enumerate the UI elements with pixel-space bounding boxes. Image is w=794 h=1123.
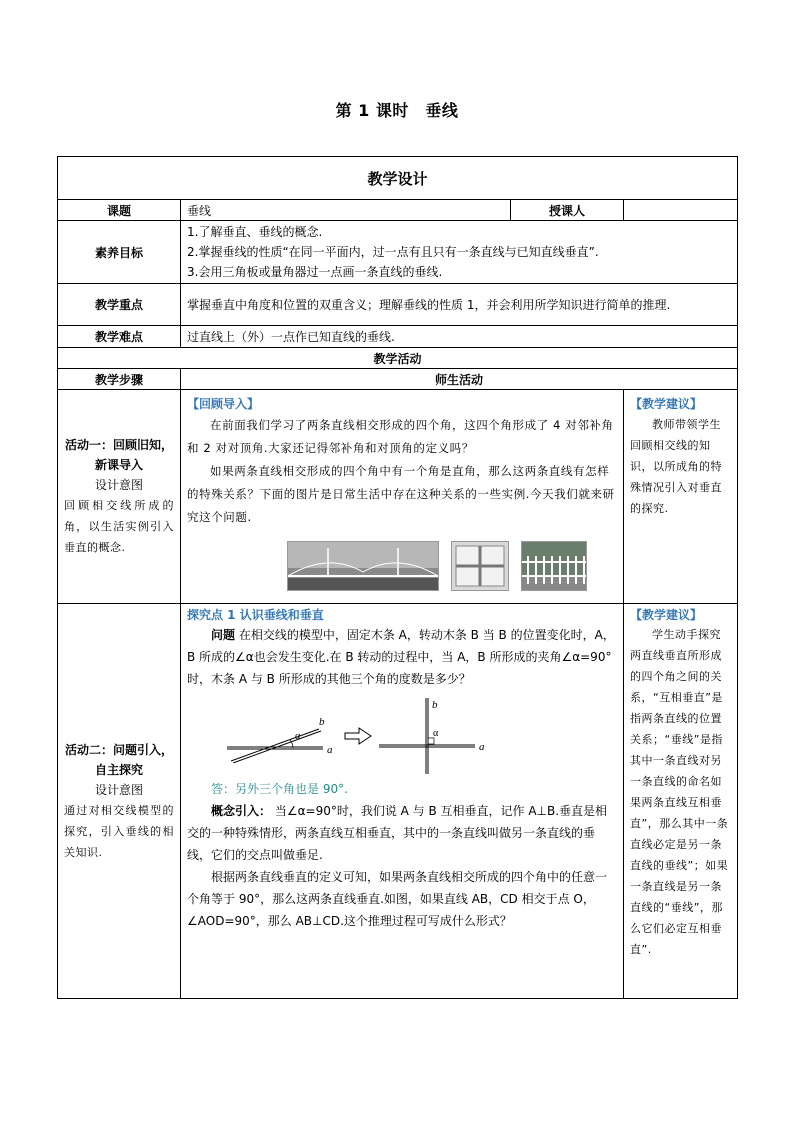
activity2-advice xyxy=(624,604,738,999)
activity2-section: 探究点 1 认识垂线和垂直 xyxy=(187,608,324,622)
concept-label: 概念引入： xyxy=(211,804,272,818)
page-title: 第 1 课时 垂线 xyxy=(335,101,459,120)
label-b: b xyxy=(432,699,438,711)
fence-photo xyxy=(521,541,587,591)
window-photo xyxy=(451,541,509,591)
key-points-label: 教学重点 xyxy=(58,284,181,326)
activity1-steps xyxy=(58,390,181,604)
table-title: 教学设计 xyxy=(58,157,738,200)
goals-label: 素养目标 xyxy=(58,221,181,284)
concept-text: 当∠α=90°时，我们说 A 与 B 互相垂直，记作 A⊥B.垂直是相交的一种特殊情形，两条直线互相垂直，其中的一条直线叫做另一条直线的垂线，它们的交点叫做垂足. xyxy=(187,804,608,862)
label-b: b xyxy=(319,716,325,728)
difficulties-text: 过直线上（外）一点作已知直线的垂线. xyxy=(181,326,738,348)
activity2-steps xyxy=(58,604,181,999)
difficulties-label: 教学难点 xyxy=(58,326,181,348)
perpendicular-lines-figure xyxy=(379,696,489,776)
activity1-advice-label: 【教学建议】 xyxy=(630,397,703,411)
activity2-question xyxy=(187,624,617,690)
activity2-advice-label: 【教学建议】 xyxy=(630,608,703,622)
question-label: 问题 xyxy=(211,628,236,642)
goal-line: 1.了解垂直、垂线的概念. xyxy=(187,225,323,239)
topic-label: 课题 xyxy=(58,200,181,221)
activity2-intent-text: 通过对相交线模型的探究，引入垂线的相关知识. xyxy=(64,803,174,859)
photo-row xyxy=(287,541,617,591)
activity2-last-para: 根据两条直线垂直的定义可知，如果两条直线相交所成的四个角中的任意一个角等于 90°，那么这两条直线垂直.如图，如果直线 AB，CD 相交于点 O，∠AOD=90°，那么 AB⊥CD.这个推理过程可写成什么形式？ xyxy=(187,870,608,928)
activity1-content xyxy=(181,390,624,604)
key-points-text: 掌握垂直中角度和位置的双重含义；理解垂线的性质 1，并会利用所学知识进行简单的推理. xyxy=(181,284,738,326)
teacher-label: 授课人 xyxy=(511,200,624,221)
activities-header: 教学活动 xyxy=(58,348,738,369)
activity2-title: 活动二：问题引入，自主探究 xyxy=(64,742,173,777)
concept-paragraph xyxy=(187,800,617,866)
activity1-section: 【回顾导入】 xyxy=(187,397,260,411)
lesson-plan-table xyxy=(57,156,738,999)
label-a: a xyxy=(479,741,485,753)
activity2-content xyxy=(181,604,624,999)
activity1-para1: 在前面我们学习了两条直线相交形成的四个角，这四个角形成了 4 对邻补角和 2 对对顶角.大家还记得邻补角和对顶角的定义吗？ xyxy=(187,418,614,455)
goal-line: 2.掌握垂线的性质“在同一平面内，过一点有且只有一条直线与已知直线垂直”. xyxy=(187,245,599,259)
teacher-value xyxy=(624,200,738,221)
intersecting-lines-figure xyxy=(227,709,337,763)
activity1-advice-text: 教师带领学生回顾相交线的知识，以所成角的特殊情况引入对垂直的探究. xyxy=(630,418,722,515)
steps-header: 教学步骤 xyxy=(58,369,181,390)
label-alpha: α xyxy=(295,731,301,742)
topic-value: 垂线 xyxy=(181,200,511,221)
goal-line: 3.会用三角板或量角器过一点画一条直线的垂线. xyxy=(187,265,443,279)
activity1-para2: 如果两条直线相交形成的四个角中有一个角是直角，那么这两条直线有怎样的特殊关系？下面的图片是日常生活中存在这种关系的一些实例.今天我们就来研究这个问题. xyxy=(187,464,615,524)
activity1-intent-text: 回顾相交线所成的角，以生活实例引入垂直的概念. xyxy=(64,499,174,554)
bridge-photo xyxy=(287,541,439,591)
activity-header: 师生活动 xyxy=(181,369,738,390)
answer-text: 答：另外三个角也是 90°. xyxy=(211,782,348,796)
activity1-title: 活动一：回顾旧知，新课导入 xyxy=(64,438,173,472)
rotation-figures xyxy=(227,696,617,776)
question-text: 在相交线的模型中，固定木条 A，转动木条 B 当 B 的位置变化时，A，B 所成的∠α也会发生变化.在 B 转动的过程中，当 A，B 所形成的夹角∠α=90°时，木条 A 与 B 所形成的其他三个角的度数是多少？ xyxy=(187,628,615,686)
activity1-intent-label: 设计意图 xyxy=(94,478,143,492)
goals-content xyxy=(181,221,738,284)
label-a: a xyxy=(327,744,333,756)
activity2-intent-label: 设计意图 xyxy=(94,782,143,797)
arrow-icon xyxy=(343,726,373,746)
activity1-advice xyxy=(624,390,738,604)
activity2-advice-text: 学生动手探究两直线垂直所形成的四个角之间的关系，“互相垂直”是指两条直线的位置关系；“垂线”是指其中一条直线对另一条直线的命名如果两条直线互相垂直”，那么其中一条直线必定是另一条直线的垂线”；如果一条直线是另一条直线的“垂线”，那么它们必定互相垂直”. xyxy=(630,628,729,956)
label-alpha: α xyxy=(433,728,439,739)
